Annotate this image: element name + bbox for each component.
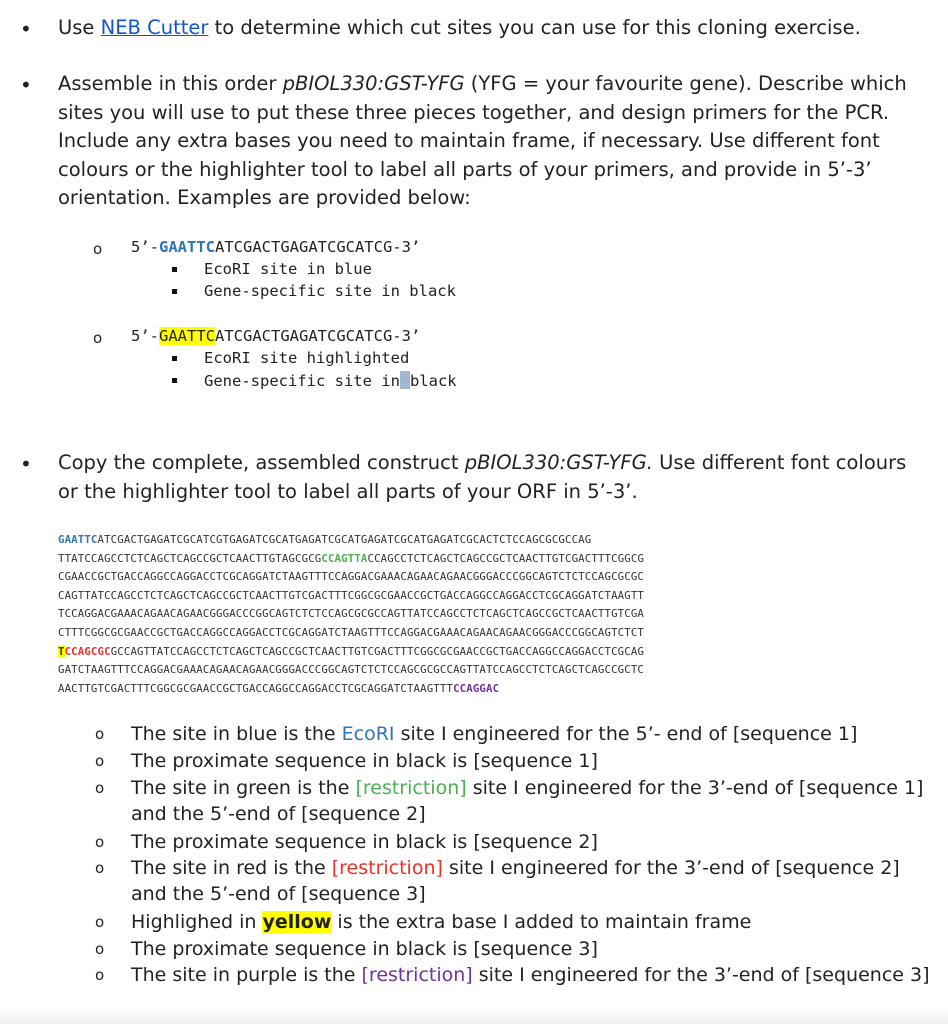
note-3: The site in green is the [restriction] site I engineered for the 3’-end of [sequence 1] and the 5’-end of [sequence 2] <box>131 777 924 825</box>
instruction-2: Assemble in this order pBIOL330:GST-YFG (YFG = your favourite gene). Describe which sites you will use to put these three pieces together, and design primers for the PCR. Include any extra bases you need to maintain frame, if necessary. Use different font colours or the highlighter tool to label all parts of your primers, and provide in 5’-3’ orientation. Examples are provided below: <box>58 72 907 209</box>
square-bullet <box>172 356 177 361</box>
instruction-1: Use NEB Cutter to determine which cut sites you can use for this cloning exercise. <box>58 16 861 39</box>
note-1: The site in blue is the EcoRI site I engineered for the 5’- end of [sequence 1] <box>131 723 858 745</box>
red-restriction-site: CCAGCGC <box>64 644 111 658</box>
ecori-site-highlighted: GAATTC <box>159 327 215 345</box>
sub-bullet: o <box>95 833 105 851</box>
instruction-3: Copy the complete, assembled construct pBIOL330:GST-YFG. Use different font colours or the highlighter tool to label all parts of your ORF in 5’-3’. <box>58 451 907 503</box>
bullet-1: • <box>20 17 32 41</box>
example-2-note-2: Gene-specific site in black <box>204 372 457 390</box>
square-bullet <box>172 289 177 294</box>
example-1-note-2: Gene-specific site in black <box>204 282 456 300</box>
note-2: The proximate sequence in black is [sequence 1] <box>131 750 598 772</box>
note-5: The site in red is the [restriction] site I engineered for the 3’-end of [sequence 2] and the 5’-end of [sequence 3] <box>131 857 900 905</box>
primer-example-2: 5’-GAATTCATCGACTGAGATCGCATCG-3’ <box>131 327 421 345</box>
sub-bullet: o <box>93 329 103 347</box>
green-restriction-site: CCAGTTA <box>321 551 368 565</box>
note-8: The site in purple is the [restriction] site I engineered for the 3’-end of [sequence 3] <box>131 964 930 986</box>
sub-bullet: o <box>95 913 105 931</box>
bullet-3: • <box>20 452 32 476</box>
text-cursor <box>400 371 410 389</box>
sub-bullet: o <box>95 859 105 877</box>
sub-bullet: o <box>95 779 105 797</box>
sub-bullet: o <box>93 240 103 258</box>
sub-bullet: o <box>95 725 105 743</box>
example-1-note-1: EcoRI site in blue <box>204 260 372 278</box>
sub-bullet: o <box>95 940 105 958</box>
neb-cutter-link[interactable]: NEB Cutter <box>100 16 209 39</box>
note-4: The proximate sequence in black is [sequence 2] <box>131 831 598 853</box>
primer-example-1: 5’-GAATTCATCGACTGAGATCGCATCG-3’ <box>131 238 421 256</box>
sub-bullet: o <box>95 752 105 770</box>
sub-bullet: o <box>95 966 105 984</box>
construct-name: pBIOL330:GST-YFG. <box>464 451 653 474</box>
ecori-site: GAATTC <box>58 533 98 546</box>
square-bullet <box>172 267 177 272</box>
example-2-note-1: EcoRI site highlighted <box>204 349 410 367</box>
bullet-2: • <box>20 73 32 97</box>
purple-restriction-site: CCAGGAC <box>453 681 500 695</box>
note-6: Highlighed in yellow is the extra base I added to maintain frame <box>131 911 752 933</box>
construct-name: pBIOL330:GST-YFG <box>282 72 465 95</box>
assembled-sequence: GAATTCATCGACTGAGATCGCATCGTGAGATCGCATGAGATCGCATGAGATCGCATGAGATCGCACTCTCCAGCGCGCCAG TTATCCAGCCTCTCAGCTCAGCCGCTCAACTTGTAGCGCGCCAGTTACCAGCCTCTCAGCTCAGCCGCTCAACTTGTCGACTTTCGGCG CGAACCGCTGACCAGGCCAGGACCTCGCAGGATCTAAGTTTCCAGGACGAAACAGAACAGAACGGGACCCGGCAGTCTCTCCAGCGCGC CAGTTATCCAGCCTCTCAGCTCAGCCGCTCAACTTGTCGACTTTCGGCGCGAACCGCTGACCAGGCCAGGACCTCGCAGGATCTAAGTT TCCAGGACGAAACAGAACAGAACGGGACCCGGCAGTCTCTCCAGCGCGCCAGTTATCCAGCCTCTCAGCTCAGCCGCTCAACTTGTCGA CTTTCGGCGCGAACCGCTGACCAGGCCAGGACCTCGCAGGATCTAAGTTTCCAGGACGAAACAGAACAGAACGGGACCCGGCAGTCTCT TCCAGCGCGCCAGTTATCCAGCCTCTCAGCTCAGCCGCTCAACTTGTCGACTTTCGGCGCGAACCGCTGACCAGGCCAGGACCTCGCAG GATCTAAGTTTCCAGGACGAAACAGAACAGAACGGGACCCGGCAGTCTCTCCAGCGCGCCAGTTATCCAGCCTCTCAGCTCAGCCGCTC AACTTGTCGACTTTCGGCGCGAACCGCTGACCAGGCCAGGACCTCGCAGGATCTAAGTTTCCAGGAC <box>58 533 645 695</box>
square-bullet <box>172 378 177 383</box>
ecori-site-blue: GAATTC <box>159 238 215 256</box>
page-bottom-shade <box>0 1006 948 1024</box>
frame-extra-base: T <box>58 644 65 658</box>
note-7: The proximate sequence in black is [sequence 3] <box>131 938 598 960</box>
